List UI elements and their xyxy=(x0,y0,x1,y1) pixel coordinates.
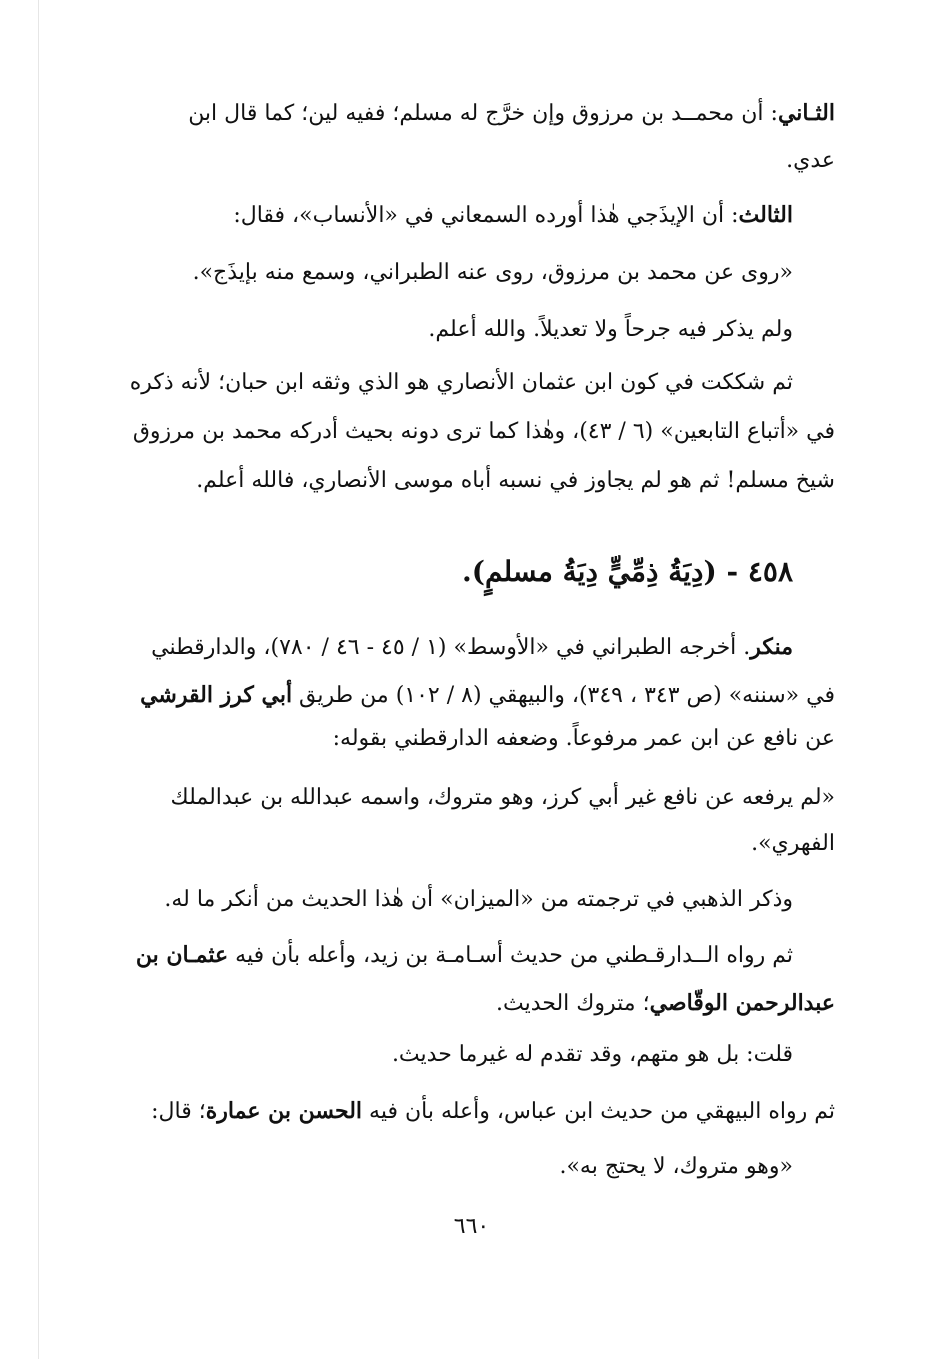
text-line xyxy=(133,415,835,449)
hadith-title: ٤٥٨ - (دِيَةُ ذِمِّيٍّ دِيَةُ مسلمٍ). xyxy=(462,555,793,588)
text-line xyxy=(233,198,793,233)
text-line xyxy=(171,781,835,815)
text-run: ثم رواه البيهقي من حديث ابن عباس، وأعله بأن فيه xyxy=(362,1099,835,1124)
text-run: قلت: بل هو متهم، وقد تقدم له غيرما حديث. xyxy=(391,1042,793,1067)
text-run: ولم يذكر فيه جرحاً ولا تعديلاً. والله أعلم. xyxy=(428,317,793,342)
text-line xyxy=(333,722,835,756)
text-run: في «أتباع التابعين» (٦ / ٤٣)، وهٰذا كما ترى دونه بحيث أدركه محمد بن مرزوق xyxy=(132,419,835,444)
bold-text-run: عبدالرحمن الوقّاصي xyxy=(649,990,835,1016)
text-run: «لم يرفعه عن نافع غير أبي كرز، وهو متروك، واسمه عبدالله بن عبدالملك xyxy=(170,785,835,810)
text-run: ثم رواه الــدارقـطني من حديث أسـامـة بن زيد، وأعله بأن فيه xyxy=(228,943,793,968)
text-line xyxy=(193,256,793,290)
text-run: «روى عن محمد بن مرزوق، روى عنه الطبراني، وسمع منه بإيذَج». xyxy=(192,260,793,285)
bold-text-run: عثمـان بن xyxy=(135,942,229,968)
bold-text-run: الثالث xyxy=(738,202,793,228)
text-run: في «سننه» (ص ٣٤٣ ، ٣٤٩)، والبيهقي (٨ / ١٠٢) من طريق xyxy=(292,683,835,708)
text-line xyxy=(428,313,793,347)
text-run: وذكر الذهبي في ترجمته من «الميزان» أن هٰذا الحديث من أنكر ما له. xyxy=(164,887,793,912)
text-line xyxy=(751,827,835,861)
text-line xyxy=(164,883,793,917)
text-run: . أخرجه الطبراني في «الأوسط» (١ / ٤٥ - ٤٦ / ٧٨٠)، والدارقطني xyxy=(151,635,751,660)
text-run: ؛ قال: xyxy=(151,1099,206,1124)
text-run: عدي. xyxy=(786,148,835,173)
text-run: عن نافع عن ابن عمر مرفوعاً. وضعفه الدارقطني بقوله: xyxy=(332,726,835,751)
text-line xyxy=(151,1094,835,1129)
text-line xyxy=(188,96,835,131)
text-run: الفهري». xyxy=(751,831,835,856)
bold-text-run: الثـاني xyxy=(777,100,835,126)
text-run: «وهو متروك، لا يحتج به». xyxy=(559,1154,793,1179)
text-run: ثم شككت في كون ابن عثمان الأنصاري هو الذي وثقه ابن حبان؛ لأنه ذكره xyxy=(129,370,793,395)
text-line xyxy=(136,938,793,973)
bold-text-run: أبي كرز القرشي xyxy=(140,682,293,708)
bold-text-run: منكر xyxy=(750,634,793,660)
text-run: : أن الإيذَجي هٰذا أورده السمعاني في «الأنساب»، فقال: xyxy=(233,203,739,228)
text-line xyxy=(151,630,793,665)
text-run: شيخ مسلم! ثم هو لم يجاوز في نسبه أباه موسى الأنصاري، فالله أعلم. xyxy=(196,468,835,493)
text-line xyxy=(559,1150,793,1184)
page-edge-shadow xyxy=(38,0,39,1359)
text-line xyxy=(196,464,835,498)
text-line xyxy=(130,366,793,400)
text-line xyxy=(496,986,835,1021)
bold-text-run: الحسن بن عمارة xyxy=(205,1098,363,1124)
text-line xyxy=(786,144,835,178)
text-line xyxy=(140,678,835,713)
text-line xyxy=(392,1038,793,1072)
text-run: ؛ متروك الحديث. xyxy=(495,991,650,1016)
text-run: : أن محمــد بن مرزوق وإن خرَّج له مسلم؛ ففيه لين؛ كما قال ابن xyxy=(188,101,778,126)
page-number: ٦٦٠ xyxy=(453,1214,490,1239)
